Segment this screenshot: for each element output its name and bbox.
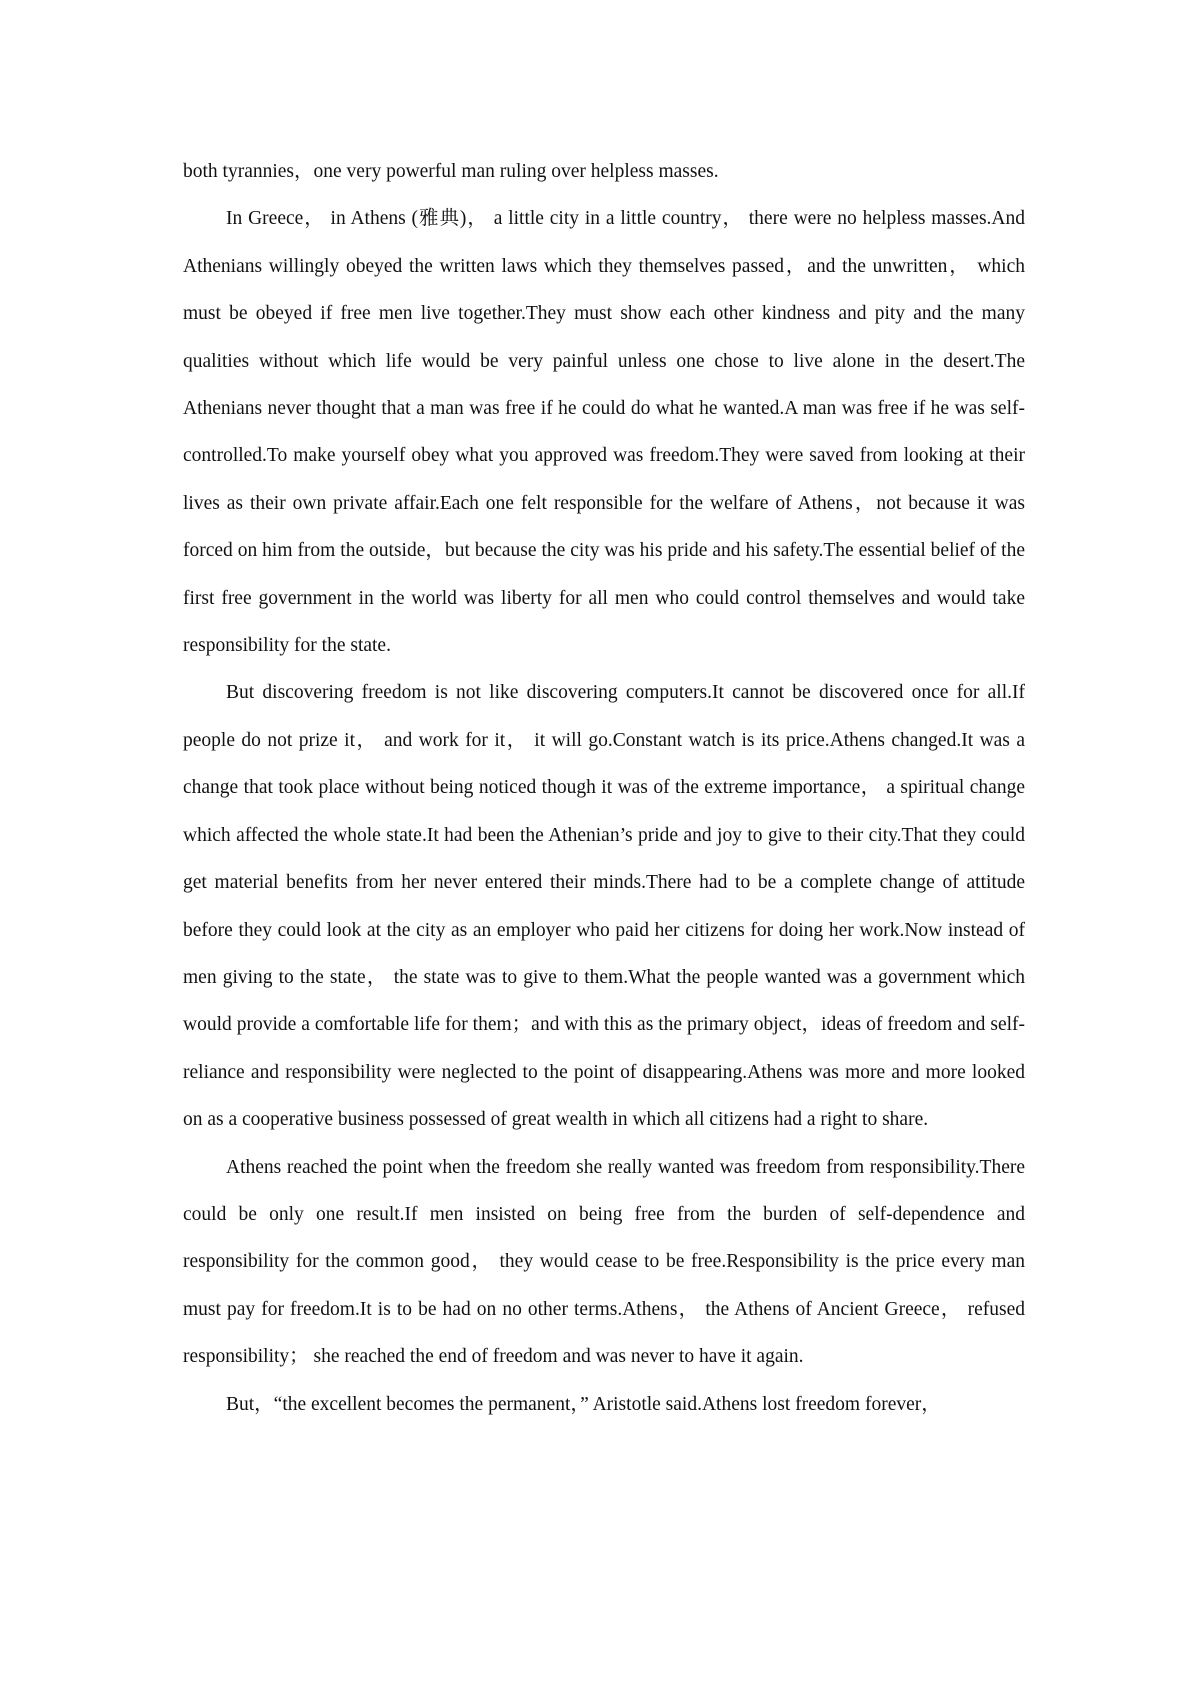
paragraph-5: But，“the excellent becomes the permanent，” Aristotle said.Athens lost freedom forever， <box>226 1393 941 1415</box>
paragraph-2: In Greece， in Athens (雅典)， a little city in a little country， there were no helpless masses.And Athenians willingly obeyed the written laws which they themselves passed，and the unwritten， which must be obeyed if free men live together.They must show each other kindness and pity and the many qualities without which life would be very painful unless one chose to live alone in the desert.The Athenians never thought that a man was free if he could do what he wanted.A man was free if he was self-controlled.To make yourself obey what you approved was freedom.They were saved from looking at their lives as their own private affair.Each one felt responsible for the welfare of Athens，not because it was forced on him from the outside，but because the city was his pride and his safety.The essential belief of the first free government in the world was liberty for all men who could control themselves and would take responsibility for the state. <box>183 208 1025 657</box>
paragraph-3: But discovering freedom is not like discovering computers.It cannot be discovered once for all.If people do not prize it， and work for it， it will go.Constant watch is its price.Athens changed.It was a change that took place without being noticed though it was of the extreme importance， a spiritual change which affected the whole state.It had been the Athenian’s pride and joy to give to their city.That they could get material benefits from her never entered their minds.There had to be a complete change of attitude before they could look at the city as an employer who paid her citizens for doing her work.Now instead of men giving to the state， the state was to give to them.What the people wanted was a government which would provide a comfortable life for them；and with this as the primary object，ideas of freedom and self-reliance and responsibility were neglected to the point of disappearing.Athens was more and more looked on as a cooperative business possessed of great wealth in which all citizens had a right to share. <box>183 682 1025 1131</box>
paragraph-1: both tyrannies，one very powerful man ruling over helpless masses. <box>183 161 719 182</box>
document-body <box>183 148 1025 1428</box>
paragraph-4: Athens reached the point when the freedom she really wanted was freedom from responsibility.There could be only one result.If men insisted on being free from the burden of self-dependence and responsibility for the common good， they would cease to be free.Responsibility is the price every man must pay for freedom.It is to be had on no other terms.Athens， the Athens of Ancient Greece， refused responsibility； she reached the end of freedom and was never to have it again. <box>183 1156 1025 1368</box>
